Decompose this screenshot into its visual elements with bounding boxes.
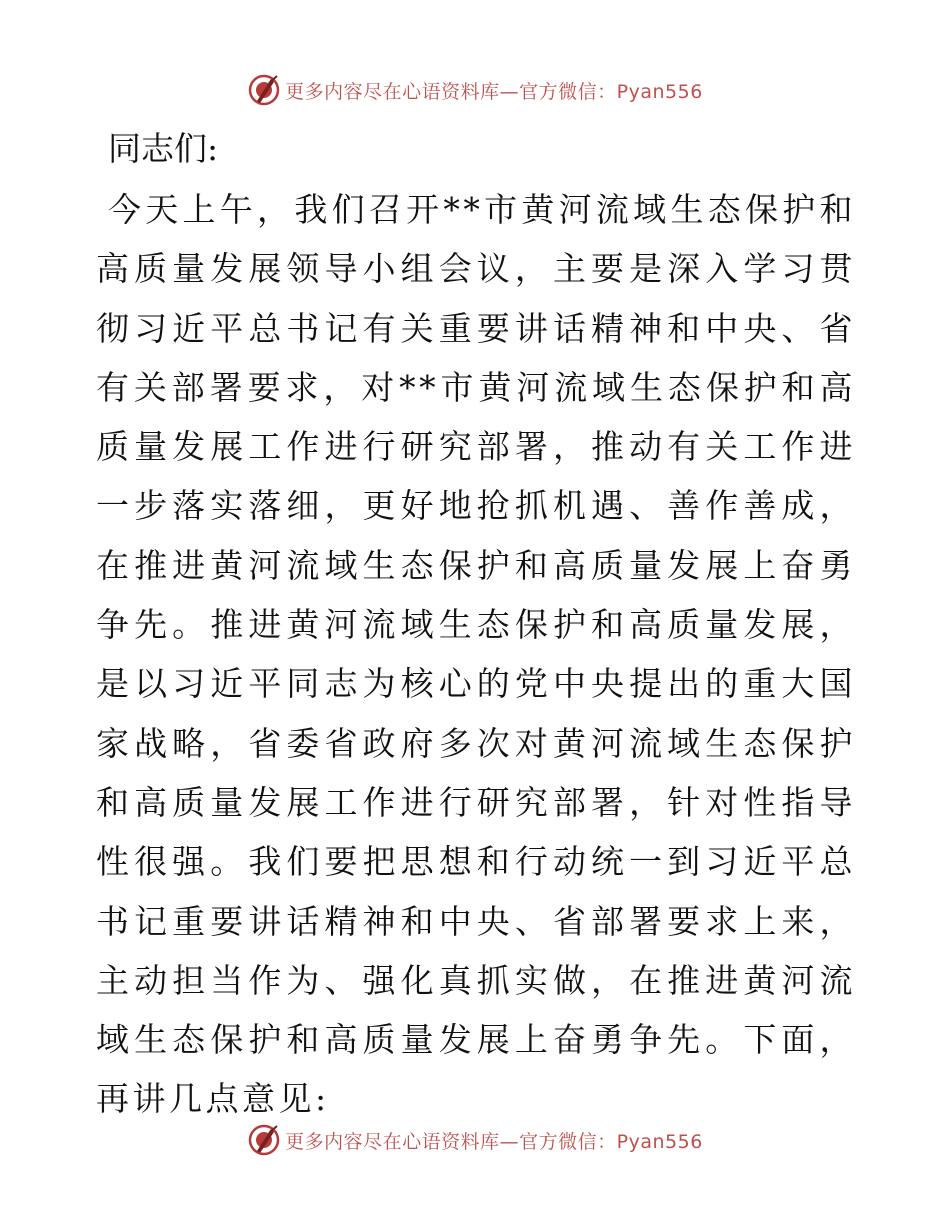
quill-pen-logo-icon xyxy=(247,1123,281,1157)
salutation: 同志们: xyxy=(108,129,219,168)
body-paragraph: 今天上午，我们召开**市黄河流域生态保护和高质量发展领导小组会议，主要是深入学习贯彻习近平总书记有关重要讲话精神和中央、省有关部署要求，对**市黄河流域生态保护和高质量发展工作进行研究部署，推动有关工作进一步落实落细，更好地抢抓机遇、善作善成，在推进黄河流域生态保护和高质量发展上奋勇争先。推进黄河流域生态保护和高质量发展，是以习近平同志为核心的党中央提出的重大国家战略，省委省政府多次对黄河流域生态保护和高质量发展工作进行研究部署，针对性指导性很强。我们要把思想和行动统一到习近平总书记重要讲话精神和中央、省部署要求上来，主动担当作为、强化真抓实做，在推进黄河流域生态保护和高质量发展上奋勇争先。下面，再讲几点意见: xyxy=(96,190,856,1119)
footer-banner xyxy=(0,1120,950,1160)
header-banner xyxy=(0,70,950,110)
banner-text: 更多内容尽在心语资料库—官方微信：Pyan556 xyxy=(285,1130,703,1153)
document-body xyxy=(96,120,856,1129)
quill-pen-logo-icon xyxy=(247,73,281,107)
banner-text: 更多内容尽在心语资料库—官方微信：Pyan556 xyxy=(285,80,703,103)
